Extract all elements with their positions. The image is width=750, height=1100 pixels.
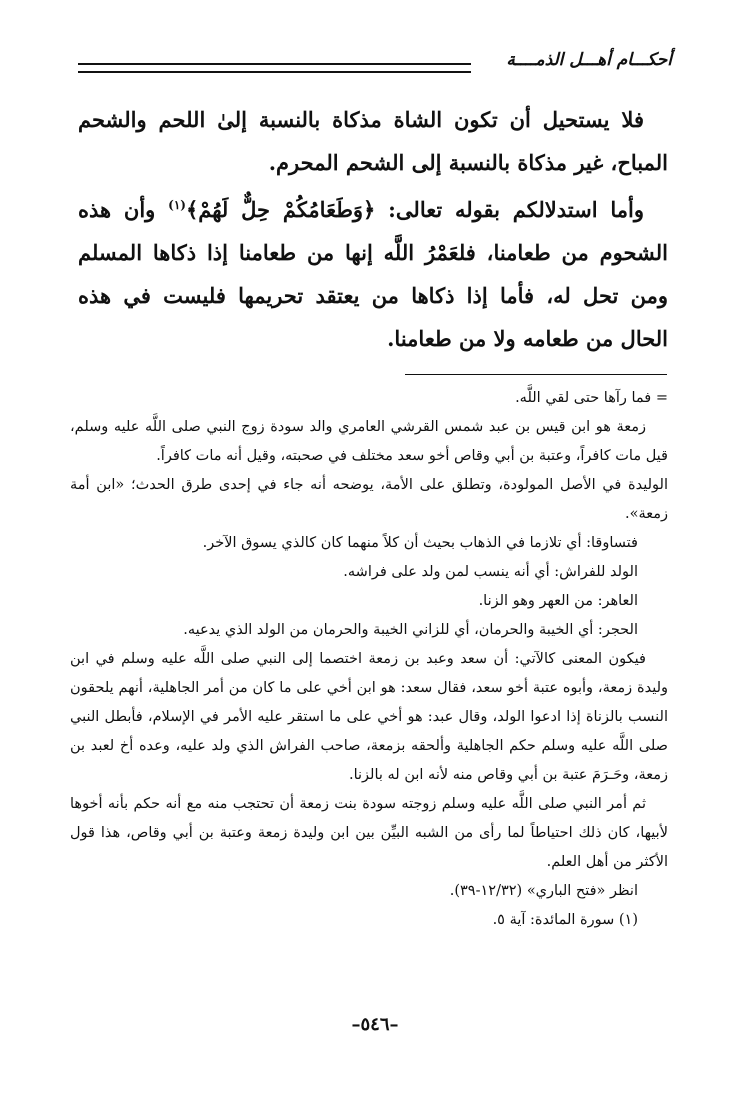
footnote-tasawaqa: فتساوقا: أي تلازما في الذهاب بحيث أن كلاً منهما كان كالذي يسوق الآخر. (202, 535, 638, 551)
running-header-title: أحكـــام أهـــل الذمــــة (506, 50, 672, 70)
page-number: –٥٤٦– (351, 1014, 399, 1035)
footnote-walida: الوليدة في الأصل المولودة، وتطلق على الأمة، يوضحه أنه جاء في إحدى طرق الحدث؛ «ابن أمة زمعة». (70, 477, 668, 522)
footnote-hajar: الحجر: أي الخيبة والحرمان، أي للزاني الخيبة والحرمان من الولد الذي يدعيه. (183, 622, 638, 638)
p2-rest: وأن هذه الشحوم من طعامنا، فلعَمْرُ اللَّه إنها من طعامنا إذا ذكاها المسلم ومن تحل له، فأما إذا ذكاها من يعتقد تحريمها فليست في هذه الحال من طعامه ولا من طعامنا. (78, 197, 668, 351)
footnote-sawda: ثم أمر النبي صلى اللَّه عليه وسلم زوجته سودة بنت زمعة أن تحتجب منه مع أنه حكم بأنه أخوها لأبيها، كان ذلك احتياطاً لما رأى من الشبه البيِّن بين ابن وليدة زمعة وعتبة بن أبي وقاص، هذا قول الأكثر من أهل العلم. (70, 796, 668, 870)
footnote-meaning: فيكون المعنى كالآتي: أن سعد وعبد بن زمعة اختصما إلى النبي صلى اللَّه عليه وسلم في ابن وليدة زمعة، وأبوه عتبة أخو سعد، فقال سعد: هو ابن أخي على ما كان من أمر الجاهلية، أنهم يلحقون النسب بالزناة إذا ادعوا الولد، وقال عبد: هو أخي على ما استقر عليه الأمر في الإسلام، فأبطل النبي صلى اللَّه عليه وسلم حكم الجاهلية وألحقه بزمعة، صاحب الفراش الذي ولد عليه، وعده أخ لعبد بن زمعة، وحَـرَمَ عتبة بن أبي وقاص منه لأنه ابن له بالزنا. (70, 651, 668, 783)
footnote-separator (405, 374, 667, 375)
quran-verse: ﴿وَطَعَامُكُمْ حِلٌّ لَهُمْ﴾ (185, 197, 376, 222)
main-paragraph-1: فلا يستحيل أن تكون الشاة مذكاة بالنسبة إلىٰ اللحم والشحم المباح، غير مذكاة بالنسبة إلى الشحم المحرم. (78, 107, 668, 175)
footnote-aahir: العاهر: من العهر وهو الزنا. (478, 593, 638, 609)
footnote-ref-1: (١) (168, 198, 186, 212)
header-double-rule (78, 63, 471, 73)
main-text (78, 98, 668, 360)
footnotes (70, 384, 668, 935)
footnote-firash: الولد للفراش: أي أنه ينسب لمن ولد على فراشه. (343, 564, 638, 580)
p2-intro: وأما استدلالكم بقوله تعالى: (375, 197, 644, 222)
footnote-zamaa: زمعة هو ابن قيس بن عبد شمس القرشي العامري والد سودة زوج النبي صلى اللَّه عليه وسلم، قيل مات كافراً، وعتبة بن أبي وقاص أخو سعد مختلف في صحبته، وقيل أنه مات كافراً. (70, 419, 668, 464)
footnote-reference: انظر «فتح الباري» (١٢/٣٢-٣٩). (449, 883, 638, 899)
footnote-1-source: (١) سورة المائدة: آية ٥. (492, 912, 638, 928)
footnote-continuation: = فما رآها حتى لقي اللَّه. (515, 390, 668, 406)
main-paragraph-2 (78, 188, 668, 360)
